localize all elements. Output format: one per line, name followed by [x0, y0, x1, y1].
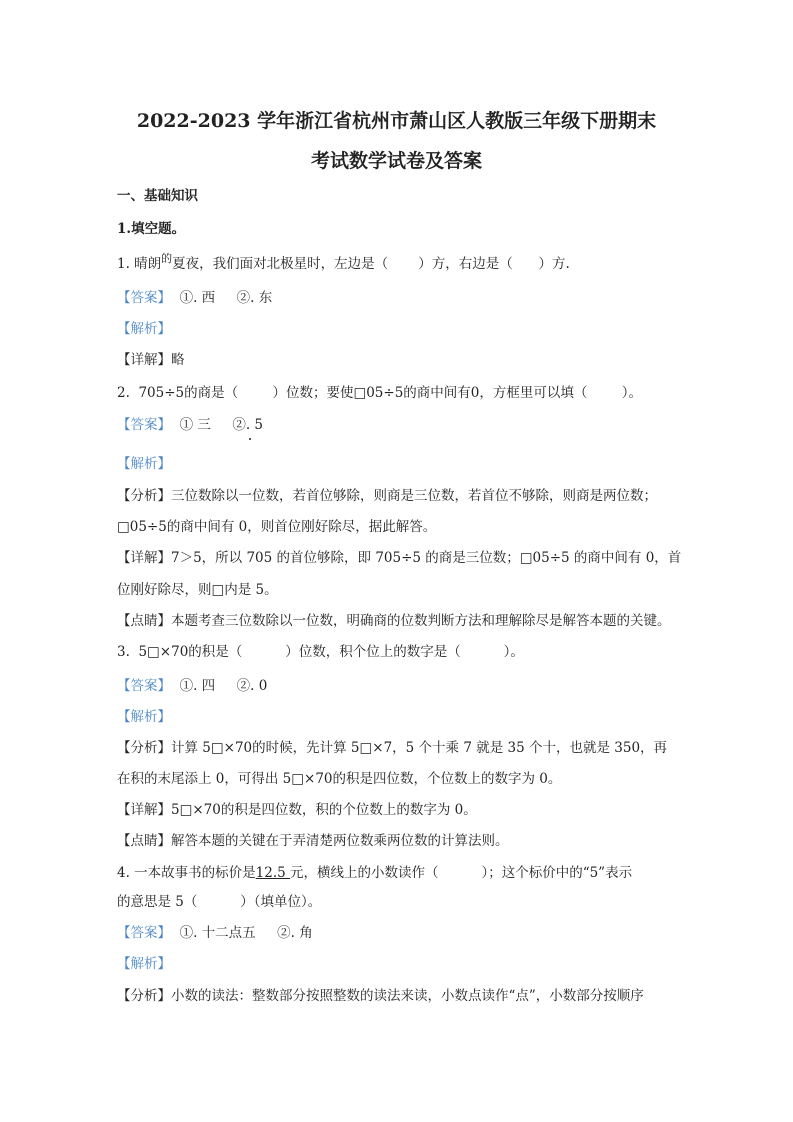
- answer-label: 【答案】: [117, 925, 171, 941]
- question-group-heading: 1.填空题。: [117, 221, 186, 237]
- detail-text: 略: [171, 352, 185, 368]
- answer-value: ① 三 ②. 5: [171, 417, 264, 433]
- answer-label: 【答案】: [117, 290, 171, 306]
- q4-text-1: [117, 864, 687, 882]
- q3-fenxi-1: [117, 739, 687, 757]
- detail-label: 【详解】: [117, 550, 171, 566]
- doc-title-line2: 考试数学试卷及答案: [310, 150, 482, 172]
- q4-price: 12.5: [255, 865, 291, 881]
- q1-text-a: 1. 晴朗: [117, 256, 162, 272]
- dianjing-label: 【点睛】: [117, 833, 171, 849]
- q4-answer: [117, 924, 687, 942]
- detail-text: 7＞5，所以 705 的首位够除，即 705÷5 的商是三位数；□05÷5 的商中间有 0，首: [171, 550, 682, 566]
- q1-text-sup: 的: [161, 252, 173, 265]
- analysis-label: 【解析】: [117, 709, 171, 725]
- q4-text-2: 的意思是 5（ ）（填单位）。: [117, 894, 322, 910]
- dianjing-label: 【点睛】: [117, 613, 171, 629]
- analysis-label: 【解析】: [117, 456, 171, 472]
- q3-answer: [117, 677, 687, 695]
- stray-dot: [249, 438, 251, 440]
- q2-fenxi-1: [117, 487, 687, 505]
- dianjing-text: 解答本题的关键在于弄清楚两位数乘两位数的计算法则。: [171, 833, 509, 849]
- answer-label: 【答案】: [117, 417, 171, 433]
- q3-text: 3. 5□×70的积是（ ）位数，积个位上的数字是（ ）。: [117, 644, 524, 660]
- q1-text-b: 夏夜，我们面对北极星时，左边是（ ）方，右边是（ ）方.: [172, 256, 570, 272]
- analysis-label: 【解析】: [117, 321, 171, 337]
- section-heading: 一、基础知识: [117, 188, 198, 204]
- q3-dianjing: [117, 832, 687, 850]
- q3-detail: [117, 801, 687, 819]
- answer-label: 【答案】: [117, 678, 171, 694]
- answer-value: ①. 西 ②. 东: [171, 290, 273, 306]
- answer-value: ①. 四 ②. 0: [171, 678, 268, 694]
- q3-fenxi-2: 在积的末尾添上 0，可得出 5□×70的积是四位数，个位数上的数字为 0。: [117, 771, 562, 787]
- fenxi-text: 小数的读法：整数部分按照整数的读法来读，小数点读作“点”，小数部分按顺序: [171, 988, 644, 1004]
- detail-text: 5□×70的积是四位数，积的个位数上的数字为 0。: [171, 802, 477, 818]
- q4-fenxi-1: [117, 987, 687, 1005]
- doc-title-line1: 2022-2023 学年浙江省杭州市萧山区人教版三年级下册期末: [136, 110, 657, 132]
- q1-detail: [117, 351, 687, 369]
- dianjing-text: 本题考查三位数除以一位数，明确商的位数判断方法和理解除尽是解答本题的关键。: [171, 613, 671, 629]
- q2-fenxi-2: □05÷5的商中间有 0，则首位刚好除尽，据此解答。: [117, 519, 437, 535]
- fenxi-text: 计算 5□×70的时候，先计算 5□×7，5 个十乘 7 就是 35 个十，也就是 350，再: [171, 740, 668, 756]
- q1-answer: [117, 289, 687, 307]
- q2-answer: [117, 416, 687, 434]
- fenxi-label: 【分析】: [117, 488, 171, 504]
- analysis-label: 【解析】: [117, 956, 171, 972]
- fenxi-label: 【分析】: [117, 740, 171, 756]
- fenxi-text: 三位数除以一位数，若首位够除，则商是三位数，若首位不够除，则商是两位数；: [171, 488, 657, 504]
- answer-value: ①. 十二点五 ②. 角: [171, 925, 313, 941]
- q2-detail-2: 位刚好除尽，则□内是 5。: [117, 582, 278, 598]
- detail-label: 【详解】: [117, 802, 171, 818]
- fenxi-label: 【分析】: [117, 988, 171, 1004]
- q2-text: 2. 705÷5的商是（ ）位数；要使□05÷5的商中间有0，方框里可以填（ ）。: [117, 385, 642, 401]
- q4-text-a: 4. 一本故事书的标价是: [117, 865, 256, 881]
- q1-text: [117, 252, 687, 274]
- q4-text-b: 元，横线上的小数读作（ ）；这个标价中的“5”表示: [290, 865, 633, 881]
- q2-dianjing: [117, 612, 687, 630]
- detail-label: 【详解】: [117, 352, 171, 368]
- q2-detail-1: [117, 549, 687, 567]
